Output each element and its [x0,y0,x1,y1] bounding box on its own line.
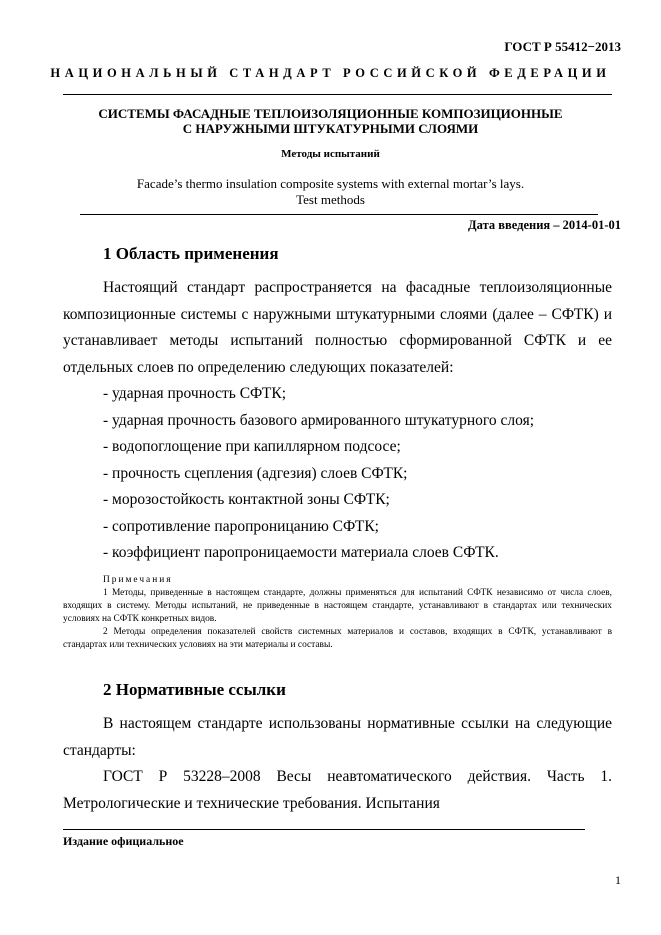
note-2: 2 Методы определения показателей свойств системных материалов и составов, входящих в СФТК, устанавливают в стандартах или технических условиях на эти материалы и составы. [63,627,612,650]
english-title [0,176,661,208]
standard-type: НАЦИОНАЛЬНЫЙ СТАНДАРТ РОССИЙСКОЙ ФЕДЕРАЦИИ [50,66,611,80]
edition-label: Издание официальное [63,834,184,848]
notes-heading: Примечания [103,575,173,585]
document-title [0,106,661,136]
list-item: - ударная прочность СФТК; [103,385,287,402]
section-2-paragraph-2: ГОСТ Р 53228–2008 Весы неавтоматического действия. Часть 1. Метрологические и технические требования. Испытания [63,768,612,812]
section-2-paragraph-1: В настоящем стандарте использованы нормативные ссылки на следующие стандарты: [63,715,612,759]
title-divider [80,214,598,215]
english-title-line-2: Test methods [296,192,365,207]
list-item: - ударная прочность базового армированного штукатурного слоя; [103,411,535,429]
list-item: - водопоглощение при капиллярном подсосе; [103,438,401,455]
section-1-heading: 1 Область применения [103,244,279,263]
header-divider [63,94,612,95]
document-subtitle: Методы испытаний [281,148,380,160]
footer-divider [63,829,585,830]
section-2-heading: 2 Нормативные ссылки [103,680,286,699]
list-item: - морозостойкость контактной зоны СФТК; [103,491,390,508]
indicator-list [103,381,534,567]
english-title-line-1: Facade’s thermo insulation composite systems with external mortar’s lays. [136,176,525,191]
title-line-1: СИСТЕМЫ ФАСАДНЫЕ ТЕПЛОИЗОЛЯЦИОННЫЕ КОМПОЗИЦИОННЫЕ [98,106,563,121]
introduction-date: Дата введения – 2014-01-01 [468,218,621,232]
title-line-2: С НАРУЖНЫМИ ШТУКАТУРНЫМИ СЛОЯМИ [182,121,479,136]
list-item: - прочность сцепления (адгезия) слоев СФТК; [103,464,408,482]
page-number: 1 [615,873,621,887]
section-1-paragraph: Настоящий стандарт распространяется на фасадные теплоизоляционные композиционные системы с наружными штукатурными слоями (далее – СФТК) и устанавливает методы испытаний полностью сформированной СФТК и ее отдельных слоев по определению следующих показателей: [63,279,612,376]
list-item: - сопротивление паропроницанию СФТК; [103,517,379,535]
list-item: - коэффициент паропроницаемости материала слоев СФТК. [103,544,499,561]
standard-code: ГОСТ Р 55412−2013 [504,39,621,54]
note-1: 1 Методы, приведенные в настоящем стандарте, должны применяться для испытаний СФТК независимо от числа слоев, входящих в систему. Методы испытаний, не приведенные в настоящем стандарте, устанавливают в стандартах или технических условиях на СФТК конкретных видов. [63,588,612,624]
notes-block [63,574,612,652]
